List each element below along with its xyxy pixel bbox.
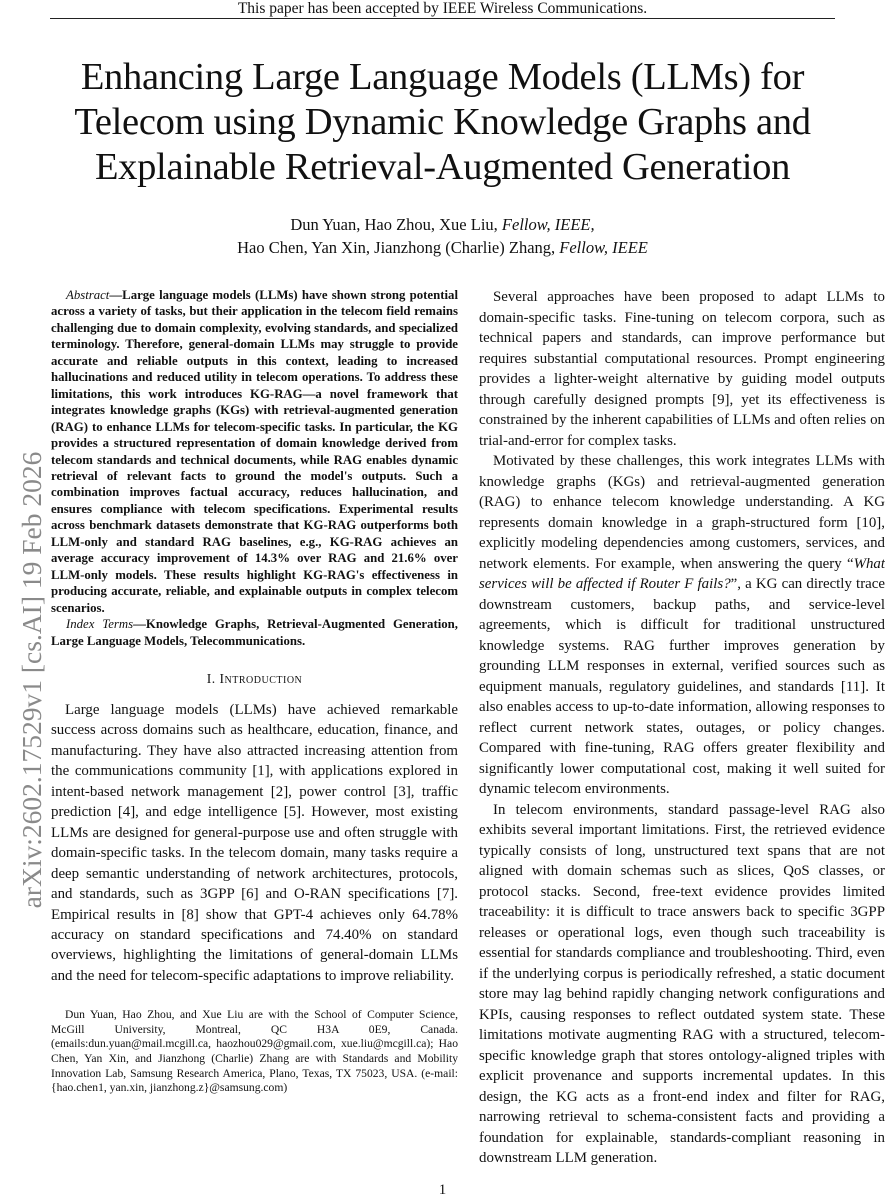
paper-title <box>60 55 825 190</box>
title-line-3: Explainable Retrieval-Augmented Generation <box>94 146 791 188</box>
arxiv-identifier: arXiv:2602.17529v1 [cs.AI] 19 Feb 2026 <box>16 451 47 909</box>
intro-paragraph-4: In telecom environments, standard passage-level RAG also exhibits several important limitations. First, the retrieved evidence typically consists of long, unstructured text spans that are not aligned with domain schemas such as slices, QoS classes, or protocol stacks. Second, free-text evidence provides limited traceability: it is difficult to trace answers back to specific 3GPP releases or operational logs, even though such traceability is essential for standards compliance and troubleshooting. Third, even if the underlying corpus is periodically refreshed, a static document store may lag behind rapidly changing network configurations and KPIs, causing responses to reflect outdated system state. These limitations motivate augmenting RAG with a structured, telecom-specific knowledge graph that stores ontology-aligned triples with explicit provenance and supports incremental updates. In this design, the KG acts as a front-end index and filter for RAG, narrowing retrieval to schema-consistent facts and providing a foundation for explainable, standards-compliant reasoning in downstream LLM generation. <box>479 801 885 1166</box>
right-column <box>479 287 885 1169</box>
intro-paragraph-2: Several approaches have been proposed to adapt LLMs to domain-specific tasks. Fine-tuning on telecom corpora, such as technical papers and standards, can improve performance but requires substantial computational resources. Prompt engineering provides a lighter-weight alternative by guiding model outputs through carefully designed prompts [9], yet its effectiveness is constrained by the inherent capabilities of LLMs and often relies on trial-and-error for complex tasks. <box>479 289 885 449</box>
author-affiliation-2: Fellow, IEEE <box>559 238 648 257</box>
header-rule <box>50 18 835 19</box>
paragraph-3-text-a: Motivated by these challenges, this work integrates LLMs with knowledge graphs (KGs) and retrieval-augmented generation (RAG) to enhance telecom knowledge understanding. A KG represents domain knowledge in a graph-structured form [10], explicitly modeling dependencies among customers, services, and network elements. For example, when answering the query “ <box>479 453 885 572</box>
index-terms-text: —Knowledge Graphs, Retrieval-Augmented Generation, Large Language Models, Telecommunications. <box>51 617 458 648</box>
section-heading-introduction: I. Introduction <box>206 670 303 686</box>
title-line-2: Telecom using Dynamic Knowledge Graphs and <box>74 101 811 143</box>
page-number: 1 <box>438 1182 447 1198</box>
abstract-label: Abstract <box>66 288 110 302</box>
example-query: What services will be affected if Router F fails? <box>479 555 885 592</box>
index-terms <box>51 616 458 649</box>
abstract <box>51 287 458 616</box>
abstract-text: —Large language models (LLMs) have shown strong potential across a variety of tasks, but their application in the telecom field remains challenging due to domain complexity, evolving standards, and specialized terminology. Therefore, general-domain LLMs may struggle to provide accurate and reliable outputs in this context, leading to increased hallucinations and reduced utility in telecom operations. To address these limitations, this work introduces KG-RAG—a novel framework that integrates knowledge graphs (KGs) with retrieval-augmented generation (RAG) to enhance LLMs for telecom-specific tasks. In particular, the KG provides a structured representation of domain knowledge derived from telecom standards and technical documents, while RAG enables dynamic retrieval of relevant facts to ground the model's outputs. Such a combination improves factual accuracy, reduces hallucination, and ensures compliance with telecom specifications. Experimental results across benchmark datasets demonstrate that KG-RAG outperforms both LLM-only and standard RAG baselines, e.g., KG-RAG achieves an average accuracy improvement of 14.3% over RAG and 21.6% over LLM-only models. These results highlight KG-RAG's effectiveness in producing accurate, reliable, and explainable outputs in complex telecom scenarios. <box>51 288 458 615</box>
author-names-1: Dun Yuan, Hao Zhou, Xue Liu, <box>290 215 498 234</box>
index-terms-label: Index Terms <box>66 617 134 632</box>
intro-paragraph-3 <box>479 451 885 800</box>
acceptance-notice: This paper has been accepted by IEEE Wireless Communications. <box>237 0 648 17</box>
author-names-2: Hao Chen, Yan Xin, Jianzhong (Charlie) Zhang, <box>237 238 556 257</box>
title-line-1: Enhancing Large Language Models (LLMs) for <box>80 56 805 98</box>
author-affiliation-1: Fellow, IEEE, <box>501 215 595 234</box>
intro-paragraph-1: Large language models (LLMs) have achieved remarkable success across domains such as healthcare, education, finance, and manufacturing. They have also attracted increasing attention from the communications community [1], with applications explored in intent-based network management [2], power control [3], traffic prediction [4], and edge intelligence [5]. However, most existing LLMs are designed for general-purpose use and often struggle with domain-specific tasks. In the telecom domain, many tasks require a deep semantic understanding of network architectures, protocols, and standards, such as 3GPP [6] and O-RAN specifications [7]. Empirical results in [8] show that GPT-4 achieves only 64.78% accuracy on standard specifications and 74.40% on standard overviews, highlighting the limitations of general-domain LLMs and the need for telecom-specific adaptations to improve reliability. <box>51 701 458 984</box>
paragraph-3-text-b: ”, a KG can directly trace downstream customers, backup paths, and service-level agreements, which is difficult for traditional unstructured knowledge systems. RAG further improves generation by grounding LLM responses in external, verified sources such as equipment manuals, regulatory guidelines, and standards [11]. It also enables access to up-to-date information, allowing responses to reflect current network states, outages, or policy changes. Compared with fine-tuning, RAG offers greater flexibility and significantly lower computational cost, making it well suited for dynamic telecom environments. <box>479 576 885 797</box>
author-line-1 <box>100 213 785 236</box>
author-line-2 <box>100 236 785 259</box>
author-list <box>100 213 785 259</box>
left-column <box>51 287 458 1096</box>
author-footnote: Dun Yuan, Hao Zhou, and Xue Liu are with the School of Computer Science, McGill University, Montreal, QC H3A 0E9, Canada. (emails:dun.yuan@mail.mcgill.ca, haozhou029@gmail.com, xue.liu@mcgill.ca); Hao Chen, Yan Xin, and Jianzhong (Charlie) Zhang are with Standards and Mobility Innovation Lab, Samsung Research America, Plano, Texas, TX 75023, USA. (e-mail:{hao.chen1, yan.xin, jianzhong.z}@samsung.com) <box>51 1008 458 1095</box>
